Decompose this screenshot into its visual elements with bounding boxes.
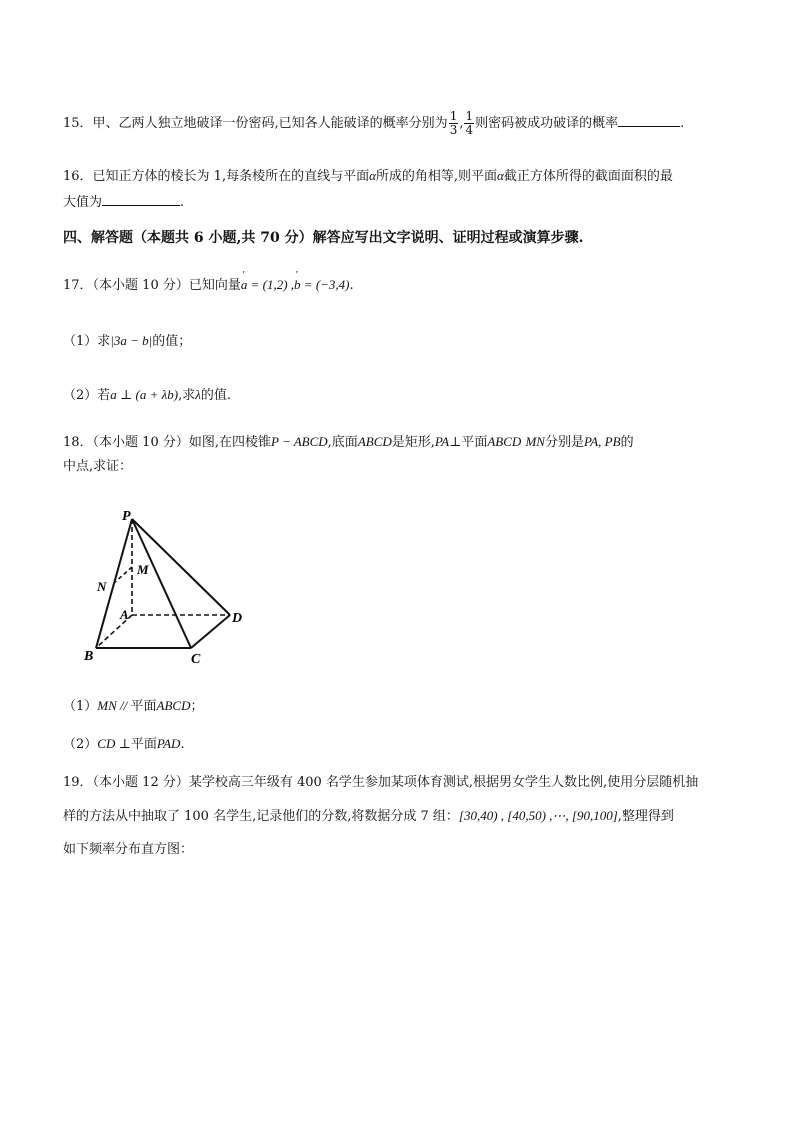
question-19-line-3: 如下频率分布直方图： xyxy=(63,842,194,857)
q15-fraction-1: $\frac{1}{3}$ xyxy=(449,109,458,137)
question-19-line-2: 样的方法从中抽取了 100 名学生,记录他们的分数,将数据分成 7 组：[30,40) , [40,50) ,⋯, [90,100],整理得到 xyxy=(63,808,674,824)
q15-fraction-2: $\frac{1}{4}$ xyxy=(465,109,474,137)
label-D: D xyxy=(232,611,243,626)
question-18-part-2: （2）CD ⊥平面PAD. xyxy=(63,736,185,752)
label-A: A xyxy=(120,607,129,622)
question-17-part-2: （2）若a ⊥ (a + λb),求λ的值. xyxy=(63,387,231,403)
question-19-line-1: 19．（本小题 12 分）某学校高三年级有 400 名学生参加某项体育测试,根据男女学生人数比例,使用分层随机抽 xyxy=(63,775,699,790)
q16-answer-blank xyxy=(102,191,180,206)
pyramid-figure xyxy=(78,505,268,670)
question-18-part-1: （1）MN // 平面ABCD； xyxy=(63,698,204,714)
edge-PC xyxy=(132,519,191,648)
question-18-line-1: 18．（本小题 10 分）如图,在四棱锥P − ABCD,底面ABCD是矩形,PA⊥平面ABCD MN分别是PA, PB的 xyxy=(63,434,634,450)
question-17-stem: 17．（本小题 10 分）已知向量' a = (1,2) ,' b = (−3,4). xyxy=(63,275,354,296)
section-4-heading: 四、解答题（本题共 6 小题,共 70 分）解答应写出文字说明、证明过程或演算步骤. xyxy=(63,230,584,246)
label-B: B xyxy=(84,649,94,664)
question-15: 15．甲、乙两人独立地破译一份密码,已知各人能破译的概率分别为 $\frac{1}{3}$ , $\frac{1}{4}$ 则密码被成功破译的概率 . xyxy=(63,109,685,137)
question-18-line-2: 中点,求证： xyxy=(63,459,133,474)
label-N: N xyxy=(97,579,107,594)
question-16-line-2: 大值为 . xyxy=(63,191,184,213)
label-P: P xyxy=(122,509,131,524)
q15-text-b: 则密码被成功破译的概率 xyxy=(475,116,619,131)
label-C: C xyxy=(191,652,201,667)
question-16-line-1: 16．已知正方体的棱长为 1,每条棱所在的直线与平面α所成的角相等,则平面α截正方体所得的截面面积的最 xyxy=(63,168,673,184)
q15-text-a: 15．甲、乙两人独立地破译一份密码,已知各人能破译的概率分别为 xyxy=(63,116,448,131)
label-M: M xyxy=(137,562,149,577)
q15-answer-blank xyxy=(618,112,680,127)
edge-CD xyxy=(191,615,230,648)
question-17-part-1: （1）求|3a − b|的值； xyxy=(63,333,192,349)
